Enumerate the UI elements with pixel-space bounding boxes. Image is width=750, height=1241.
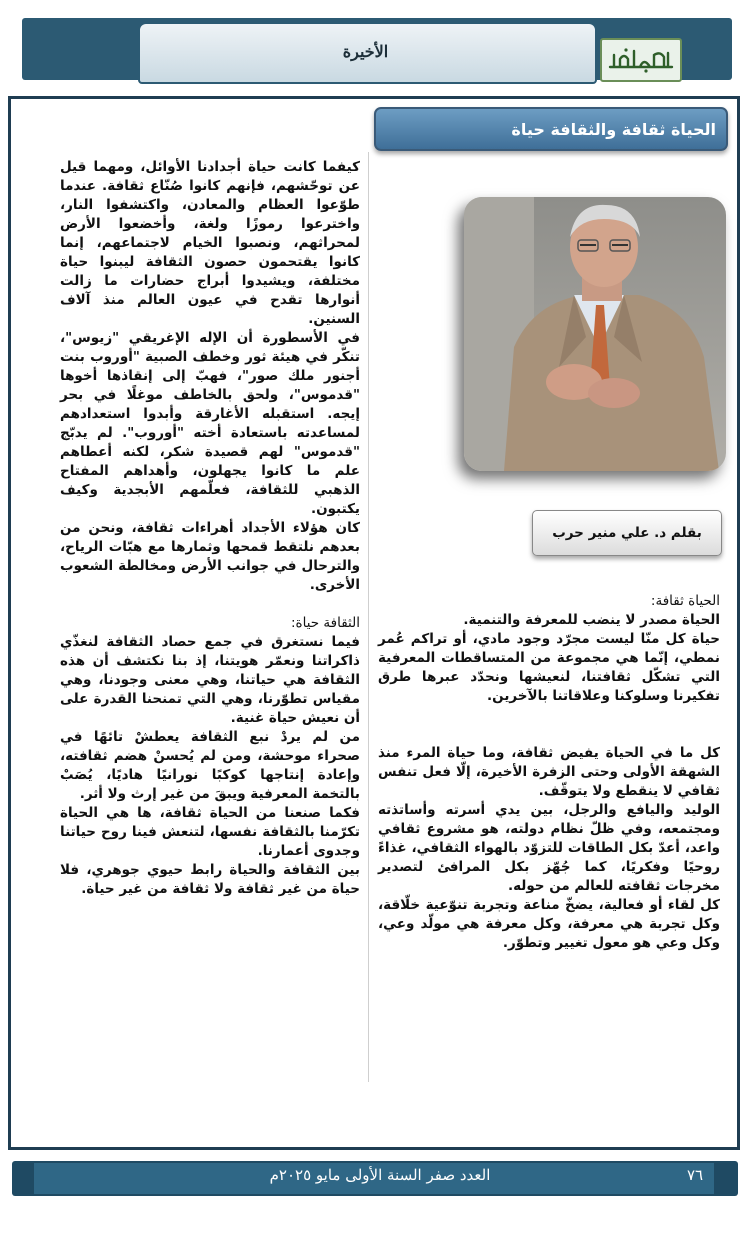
paragraph: في الأسطورة أن الإله الإغريقي "زيوس"، تنكّر في هيئة ثور وخطف الصبية "أوروب بنت أجنور ملك صور"، فهبّ إلى إنقاذها أخوها "قدموس"، ولحق بالخاطف موغلًا في بحر إيجه. استقبله الأغارقة وأبدوا استعدادهم لمساعدته باستعادة أخته "أوروب". لم يدبّج "قدموس" لهم قصيدة شكر، لكنه أعطاهم علم ما كانوا يجهلون، وأهداهم المفتاح الذهبي للثقافة، فعلّمهم الأبجدية وكيف يكتبون. [60,330,360,517]
paragraph: الحياة مصدر لا ينضب للمعرفة والتنمية. [463,612,720,628]
paragraph: كل لقاء أو فعالية، يضخّ مناعة وتجربة تنوّعية خلّاقة، وكل تجربة هي معرفة، وكل معرفة هي مولّد وعي، وكل وعي هو معول تغيير وتطوّر. [378,897,720,951]
article-title-bar [374,107,728,151]
author-portrait-image [464,197,726,471]
paragraph: فكما صنعنا من الحياة ثقافة، ها هي الحياة تكرّمنا بالثقافة نفسها، لتنعش فينا روح حياتنا وجدوى أعمارنا. [60,805,360,859]
subheading: الحياة ثقافة: [650,593,720,609]
paragraph: من لم يردْ نبع الثقافة يعطشْ تائهًا في صحراء موحشة، ومن لم يُحسنْ هضم ثقافته، وإعادة إنتاجها كوكبًا نورانيًا هاديًا، يُصَبْ بالتخمة المعرفية ويبقَ من غير إرث ولا أثر. [60,729,360,802]
paragraph: كيفما كانت حياة أجدادنا الأوائل، ومهما قيل عن توحّشهم، فإنهم كانوا صُنّاع ثقافة. عندما طوّعوا العظام والمعادن، واكتشفوا النار، واخترعوا رموزًا ولغة، وأخضعوا الأرض لمحراثهم، ونصبوا الخيام لاجتماعهم، إنما كانوا يقتحمون حصون الثقافة ليبنوا حياة مختلفة، ويشيدوا أبراج حضارات ما زالت أنوارها تقدح في عيون العالم منذ آلاف السنين. [60,159,360,327]
paragraph: فيما نستغرق في جمع حصاد الثقافة لنغذّي ذاكراتنا ونعمّر هويتنا، إذ بنا نكتشف أن هذه الثقافة هي حياتنا، وهي معنى وجودنا، وهي مقياس تطوّرنا، وهي التي تمنحنا القدرة على أن نعيش حياة غنية. [60,634,360,726]
spacer [378,725,720,744]
paragraph: بين الثقافة والحياة رابط حيوي جوهري، فلا حياة من غير ثقافة ولا ثقافة من غير حياة. [60,862,360,897]
spacer [378,706,720,725]
paragraph: كل ما في الحياة يفيض ثقافة، وما حياة المرء منذ الشهقة الأولى وحتى الزفرة الأخيرة، إلّا فعل تنفس ثقافي لا ينقطع ولا يتوقّف. [378,745,720,799]
article-right-column [378,592,720,953]
logo-calligraphy-icon [606,45,676,75]
magazine-logo [600,38,682,82]
author-photo [464,197,726,471]
section-name: الأخيرة [342,42,389,61]
paragraph: حياة كل منّا ليست مجرّد وجود مادي، أو تراكم عُمر نمطي، إنّما هي مجموعة من المتساقطات المعرفية التي تشكّل ثقافتنا، لنعيشها ونحدّد عبرها طرق تفكيرنا وسلوكنا وعلاقاتنا بالآخرين. [378,631,720,704]
author-bar [532,510,722,556]
author-name: بقلم د. علي منير حرب [552,525,702,541]
issue-info: العدد صفر السنة الأولى مايو ٢٠٢٥م [269,1166,491,1184]
paragraph: كان هؤلاء الأجداد أهراءات ثقافة، ونحن من بعدهم نلتقط قمحها وثمارها مع هبّات الرياح، والترحال في جوانب الأرض ومخالطة الشعوب الأخرى. [60,520,360,593]
page-number: ٧٦ [686,1166,704,1184]
subheading: الثقافة حياة: [290,615,360,631]
article-title: الحياة ثقافة والثقافة حياة [511,119,716,139]
paragraph: الوليد واليافع والرجل، بين يدي أسرته وأساتذته ومجتمعه، وفي ظلّ نظام دولته، هو مشروع ثقافي واعد، أعدّ بكل الطاقات للتزوّد بالهواء الثقافي، غذاءً روحيًا وفكريًا، كما جُهّز بكل المرافئ لتصدير مخرجات ثقافته للعالم من حوله. [378,802,720,894]
column-divider [368,152,369,1082]
article-left-column [60,158,360,899]
spacer [60,595,360,614]
